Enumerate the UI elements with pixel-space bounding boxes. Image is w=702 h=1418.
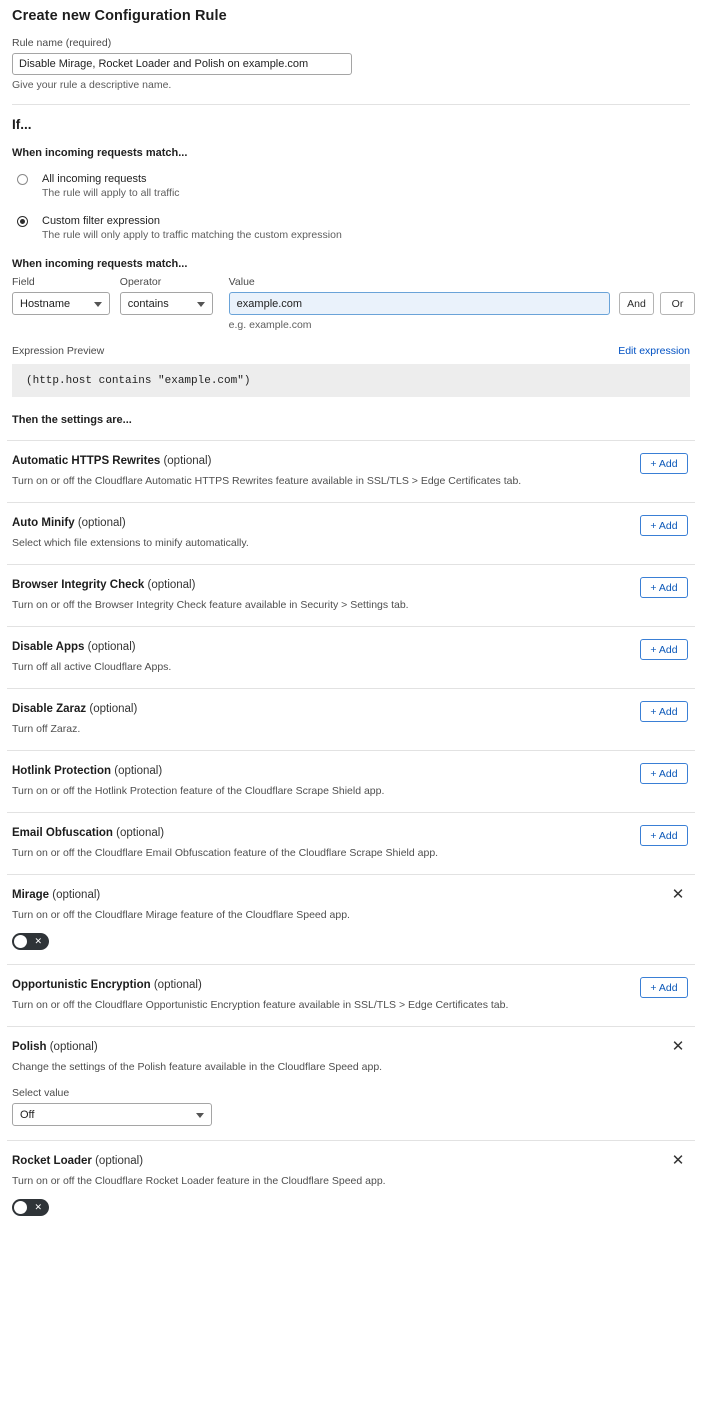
setting-description: Turn on or off the Cloudflare Mirage feature of the Cloudflare Speed app.: [12, 909, 350, 921]
setting-name: Automatic HTTPS Rewrites: [12, 455, 161, 467]
add-button[interactable]: + Add: [640, 639, 688, 660]
setting-name: Disable Zaraz: [12, 703, 87, 715]
page-title: Create new Configuration Rule: [12, 8, 227, 24]
setting-name: Browser Integrity Check: [12, 579, 145, 591]
setting-description: Turn off all active Cloudflare Apps.: [12, 661, 172, 673]
setting-description: Turn on or off the Hotlink Protection feature of the Cloudflare Scrape Shield app.: [12, 785, 385, 797]
setting-name: Disable Apps: [12, 641, 85, 653]
setting-optional: (optional): [114, 765, 163, 777]
setting-optional: (optional): [89, 703, 138, 715]
field-column-label: Field: [12, 276, 35, 288]
remove-setting-icon[interactable]: ✕: [671, 886, 685, 903]
rule-name-help: Give your rule a descriptive name.: [12, 79, 172, 91]
setting-description: Turn on or off the Cloudflare Email Obfuscation feature of the Cloudflare Scrape Shield app.: [12, 847, 439, 859]
toggle-knob: [14, 935, 27, 948]
setting-description: Turn on or off the Cloudflare Opportunistic Encryption feature available in SSL/TLS > Edge Certificates tab.: [12, 999, 509, 1011]
add-button[interactable]: + Add: [640, 515, 688, 536]
close-icon: ✕: [34, 1202, 42, 1212]
radio-icon-all-requests[interactable]: [17, 174, 28, 185]
setting-description: Change the settings of the Polish feature available in the Cloudflare Speed app.: [12, 1061, 383, 1073]
add-button[interactable]: + Add: [640, 453, 688, 474]
remove-setting-icon[interactable]: ✕: [671, 1038, 685, 1055]
setting-auto-minify: [7, 502, 695, 550]
builder-label: When incoming requests match...: [12, 258, 188, 270]
chevron-down-icon: [197, 302, 205, 307]
chevron-down-icon: [94, 302, 102, 307]
setting-name: Polish: [12, 1041, 47, 1053]
setting-optional: (optional): [77, 517, 126, 529]
setting-optional: (optional): [147, 579, 196, 591]
setting-hotlink-protection: [7, 750, 695, 798]
setting-description: Turn on or off the Cloudflare Rocket Loader feature in the Cloudflare Speed app.: [12, 1175, 386, 1187]
edit-expression-link[interactable]: Edit expression: [618, 345, 690, 357]
operator-column-label: Operator: [119, 276, 162, 288]
setting-disable-zaraz: [7, 688, 695, 736]
setting-name: Opportunistic Encryption: [12, 979, 151, 991]
value-input[interactable]: [229, 292, 610, 315]
setting-opportunistic-encryption: [7, 964, 695, 1012]
rocket-loader-toggle[interactable]: [12, 1199, 49, 1216]
setting-optional: (optional): [49, 1041, 98, 1053]
add-button[interactable]: + Add: [640, 977, 688, 998]
setting-name: Mirage: [12, 889, 50, 901]
setting-disable-apps: [7, 626, 695, 674]
close-icon: ✕: [34, 936, 42, 946]
operator-select-value: contains: [127, 297, 169, 310]
if-heading: If...: [12, 117, 32, 132]
radio-option-all-requests[interactable]: [12, 172, 695, 201]
select-value-label: Select value: [12, 1087, 70, 1099]
add-button[interactable]: + Add: [640, 763, 688, 784]
setting-optional: (optional): [95, 1155, 144, 1167]
setting-browser-integrity-check: [7, 564, 695, 612]
radio-all-requests-sub: The rule will apply to all traffic: [42, 187, 180, 199]
value-column-label: Value: [228, 276, 255, 288]
radio-custom-filter-sub: The rule will only apply to traffic matching the custom expression: [42, 229, 342, 241]
add-button[interactable]: + Add: [640, 701, 688, 722]
toggle-knob: [14, 1201, 27, 1214]
setting-mirage: [7, 874, 695, 950]
setting-description: Turn on or off the Cloudflare Automatic HTTPS Rewrites feature available in SSL/TLS > Edge Certificates tab.: [12, 475, 522, 487]
setting-description: Turn on or off the Browser Integrity Check feature available in Security > Settings tab.: [12, 599, 409, 611]
expression-builder-row: [12, 276, 695, 331]
setting-email-obfuscation: [7, 812, 695, 860]
add-button[interactable]: + Add: [640, 577, 688, 598]
setting-name: Rocket Loader: [12, 1155, 92, 1167]
radio-icon-custom-filter[interactable]: [17, 216, 28, 227]
radio-all-requests-title: All incoming requests: [42, 173, 147, 185]
setting-automatic-https-rewrites: [7, 440, 695, 488]
rule-name-input[interactable]: [12, 53, 352, 75]
add-button[interactable]: + Add: [640, 825, 688, 846]
expression-preview-label: Expression Preview: [12, 345, 105, 357]
setting-rocket-loader: [7, 1140, 695, 1216]
remove-setting-icon[interactable]: ✕: [671, 1152, 685, 1169]
rule-name-label: Rule name (required): [12, 37, 112, 49]
setting-name: Auto Minify: [12, 517, 75, 529]
or-button[interactable]: Or: [660, 292, 695, 315]
radio-custom-filter-title: Custom filter expression: [42, 215, 160, 227]
setting-optional: (optional): [87, 641, 136, 653]
field-select-value: Hostname: [20, 297, 71, 310]
setting-optional: (optional): [163, 455, 212, 467]
setting-description: Select which file extensions to minify automatically.: [12, 537, 249, 549]
setting-optional: (optional): [116, 827, 165, 839]
operator-select[interactable]: [120, 292, 213, 315]
chevron-down-icon: [196, 1113, 204, 1118]
setting-name: Hotlink Protection: [12, 765, 112, 777]
field-select[interactable]: [12, 292, 110, 315]
setting-optional: (optional): [52, 889, 101, 901]
match-label: When incoming requests match...: [12, 147, 188, 159]
radio-option-custom-filter[interactable]: [12, 214, 695, 243]
expression-preview-text: (http.host contains "example.com"): [12, 364, 690, 397]
setting-optional: (optional): [153, 979, 202, 991]
polish-value-select[interactable]: [12, 1103, 212, 1126]
then-heading: Then the settings are...: [12, 414, 132, 426]
expression-preview-header: [12, 345, 690, 357]
divider: [12, 104, 690, 105]
and-button[interactable]: And: [619, 292, 654, 315]
setting-description: Turn off Zaraz.: [12, 723, 81, 735]
mirage-toggle[interactable]: [12, 933, 49, 950]
value-hint: e.g. example.com: [228, 319, 312, 331]
setting-polish: [7, 1026, 695, 1126]
polish-value: Off: [20, 1108, 35, 1121]
setting-name: Email Obfuscation: [12, 827, 113, 839]
